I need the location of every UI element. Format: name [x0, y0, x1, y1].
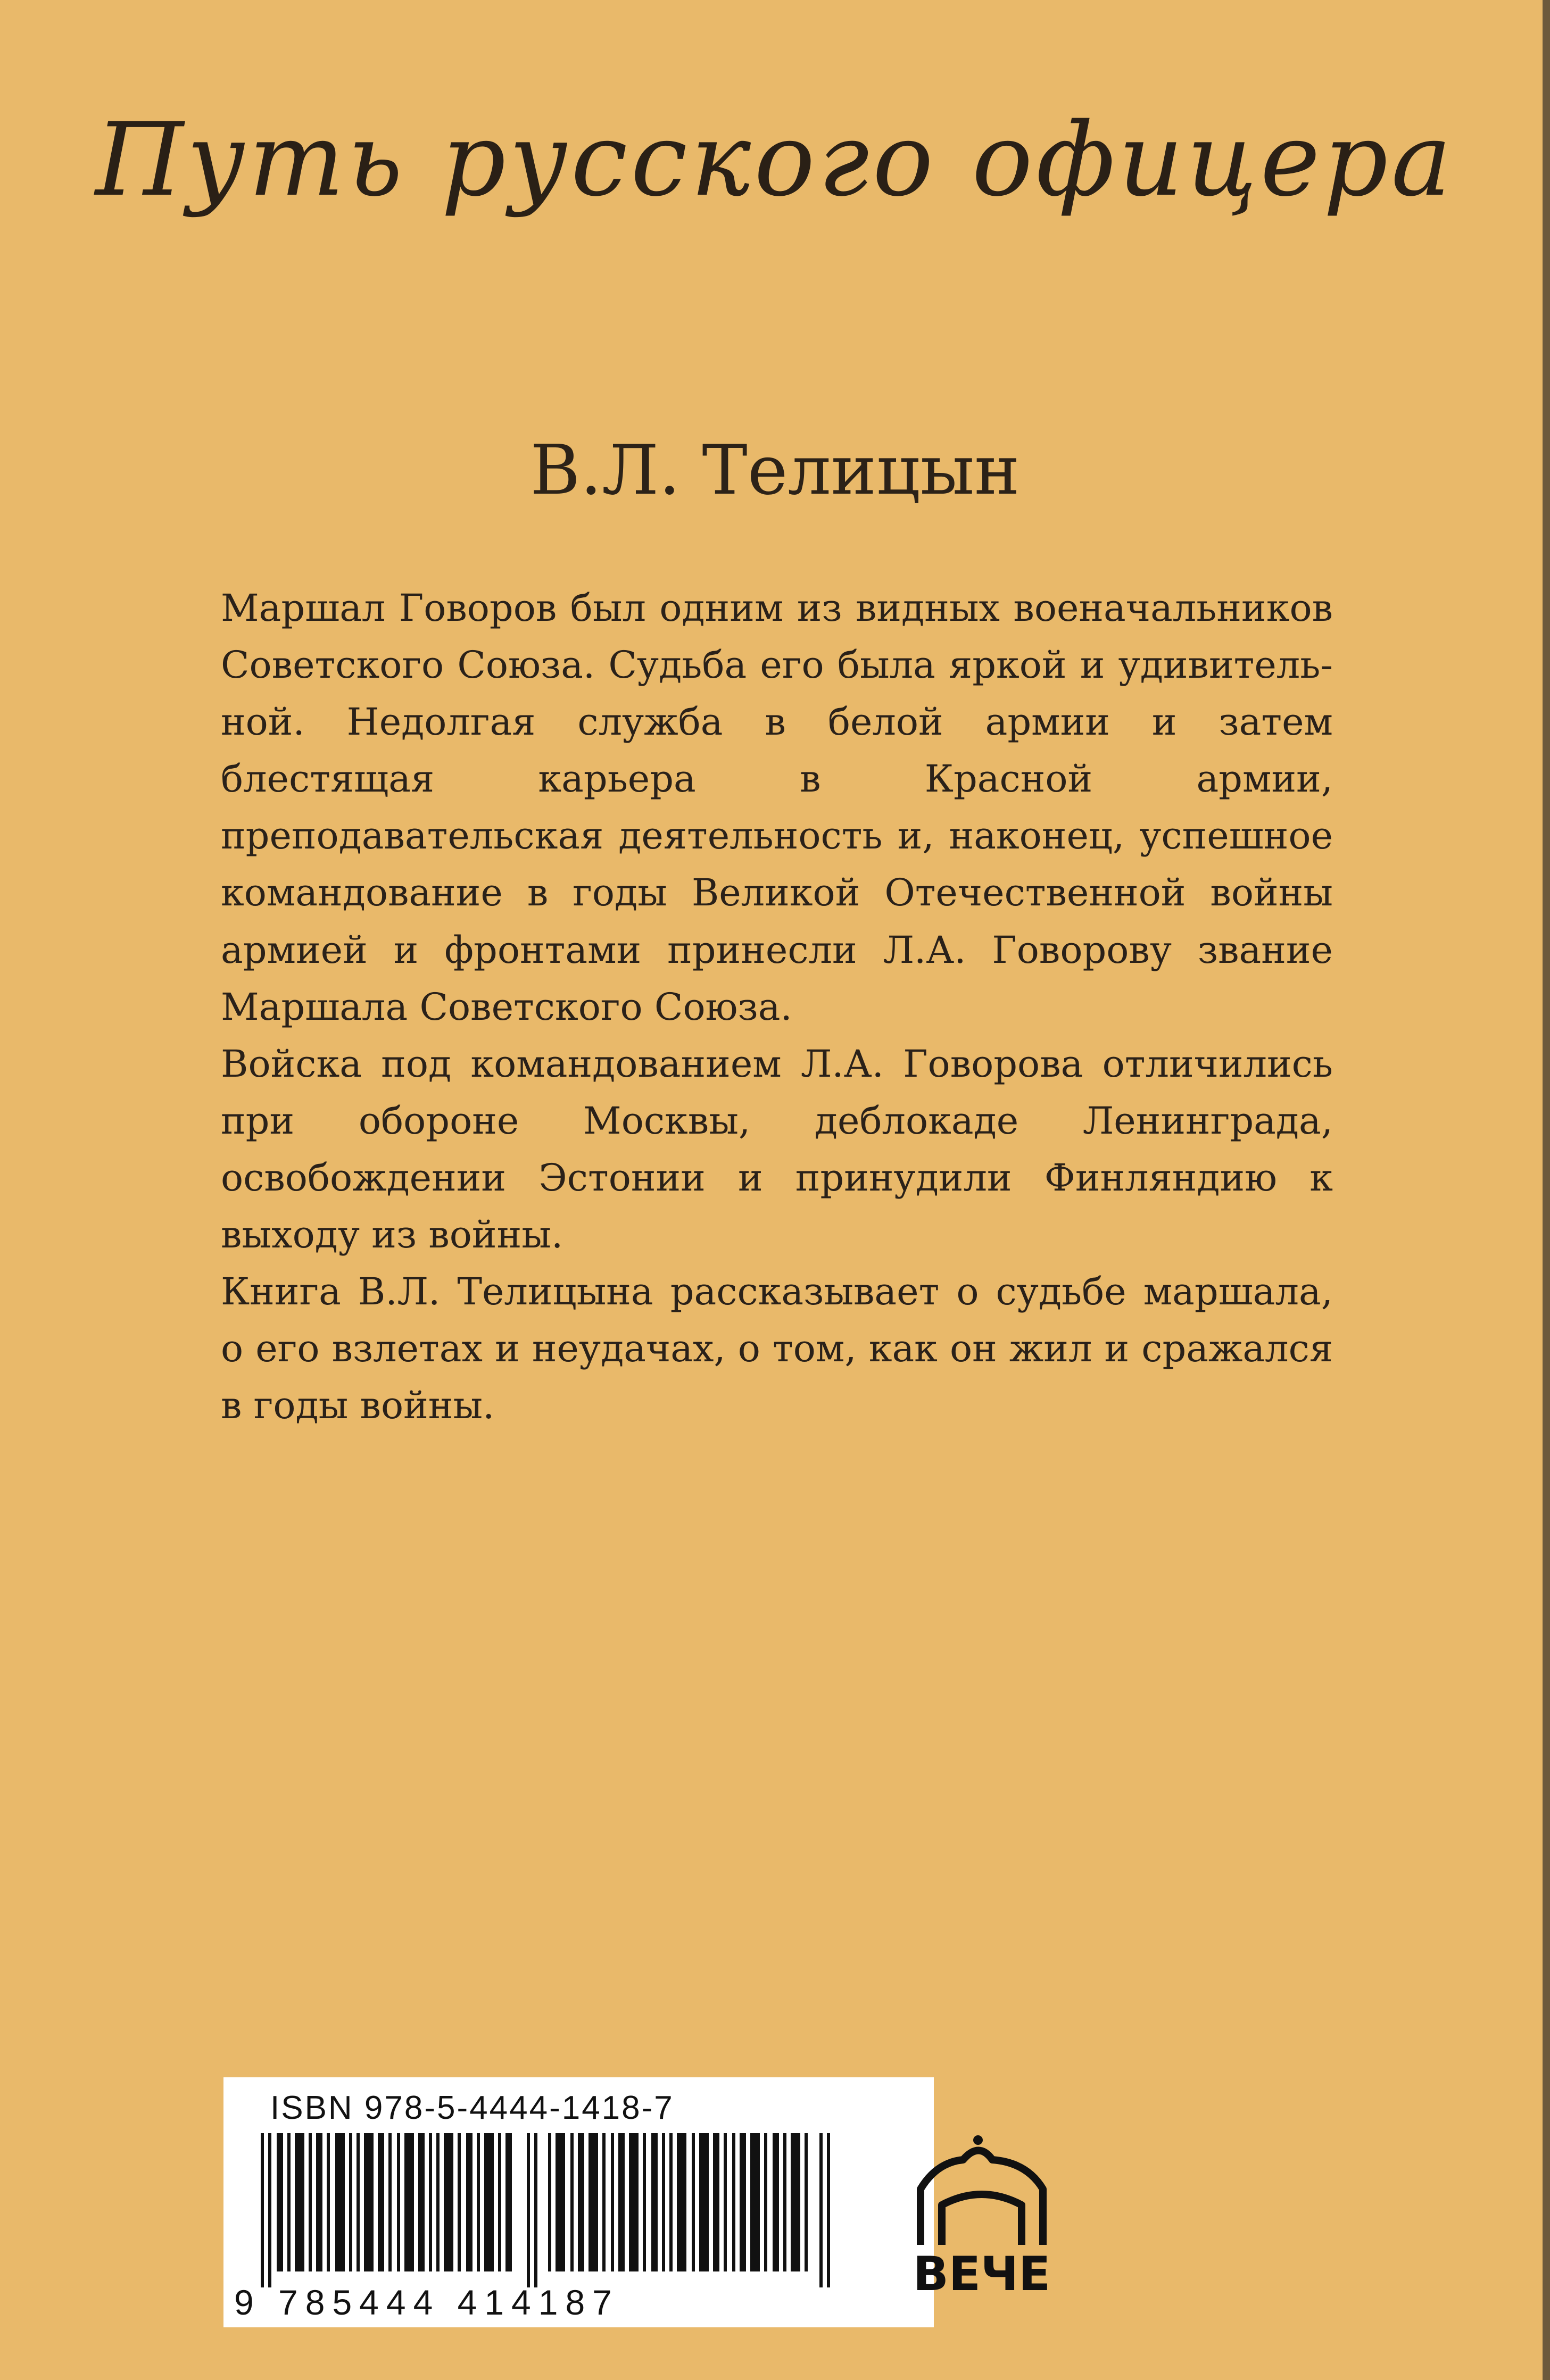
series-title: Путь русского офицера [95, 101, 1455, 219]
publisher-logo-text: ВЕЧЕ [913, 2246, 1051, 2301]
barcode-digits: 9 785444 414187 [234, 2283, 619, 2322]
blurb-paragraph-2: Войска под командованием Л.А. Говорова отличились при обороне Москвы, деблокаде Ленинграда, освобождении Эстонии и принудили Финляндию к выходу из войны. [221, 1042, 1333, 1257]
author-name: В.Л. Телицын [530, 431, 1020, 510]
blurb [221, 580, 1333, 1434]
blurb-paragraph-1: Маршал Говоров был одним из видных военачальников Советского Союза. Судьба его была яркой и удивительной. Недолгая служба в белой армии и затем блестящая карьера в Красной армии, преподавательская деятельность и, наконец, успешное командование в годы Великой Отечественной войны армией и фронтами принесли Л.А. Говорову звание Маршала Советского Союза. [221, 586, 1333, 1029]
isbn-barcode-box [223, 2077, 1051, 2327]
barcode-icon [261, 2133, 841, 2287]
isbn-label: ISBN 978-5-4444-1418-7 [270, 2090, 674, 2126]
blurb-paragraph-3: Книга В.Л. Телицына рассказывает о судьбе маршала, о его взлетах и неудачах, о том, как он жил и сражался в годы войны. [221, 1270, 1333, 1428]
publisher-logo-icon [899, 2131, 1064, 2301]
